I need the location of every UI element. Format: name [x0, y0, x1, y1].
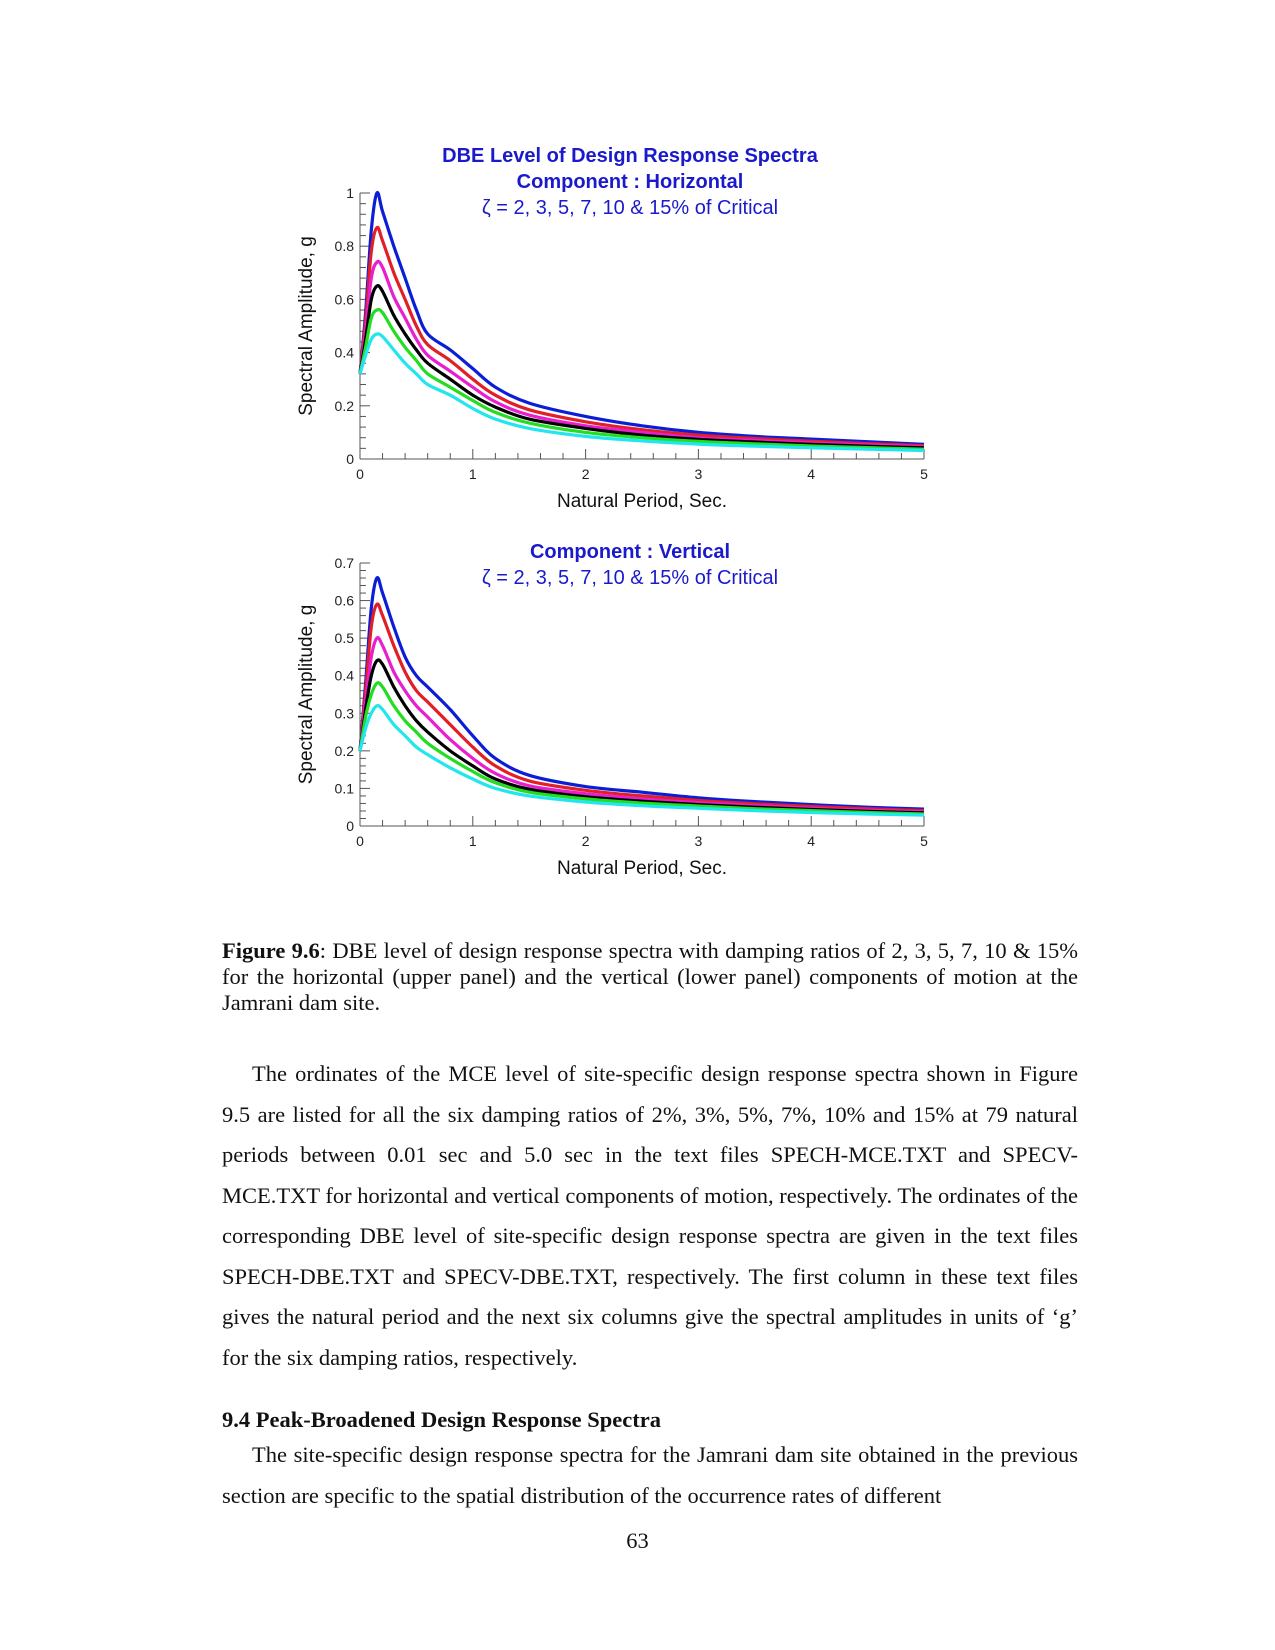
y-tick-label: 1 — [346, 185, 354, 201]
y-tick-label: 0.8 — [334, 238, 354, 255]
y-tick-label: 0.3 — [334, 705, 354, 722]
series-line-3pct — [360, 227, 924, 445]
x-tick-label: 0 — [356, 833, 364, 849]
y-tick-label: 0.5 — [334, 630, 354, 647]
vertical-spectra-chart — [290, 541, 970, 925]
y-tick-label: 0.4 — [334, 344, 354, 361]
y-tick-label: 0.6 — [334, 291, 354, 308]
y-tick-label: 0.6 — [334, 592, 354, 609]
chart-subtitle: Component : Horizontal — [516, 171, 744, 193]
section-heading: 9.4 Peak-Broadened Design Response Spectra — [222, 1407, 661, 1432]
figure-caption-text: : DBE level of design response spectra with damping ratios of 2, 3, 5, 7, 10 & 15% for the horizontal (upper panel) and the vertical (lower panel) components of motion at the Jamrani dam site. — [222, 938, 1079, 1015]
damping-label: ζ = 2, 3, 5, 7, 10 & 15% of Critical — [481, 197, 779, 219]
x-tick-label: 2 — [581, 833, 590, 849]
chart-title: DBE Level of Design Response Spectra — [442, 145, 818, 167]
x-axis-label: Natural Period, Sec. — [556, 858, 728, 879]
vertical-spectra-svg — [290, 541, 970, 925]
x-tick-label: 1 — [468, 833, 477, 849]
x-tick-label: 3 — [694, 466, 703, 482]
series-line-2pct — [360, 578, 924, 810]
x-tick-label: 5 — [920, 833, 928, 849]
series-line-5pct — [360, 261, 924, 446]
chart-subtitle: Component : Vertical — [529, 541, 731, 563]
x-axis-label: Natural Period, Sec. — [556, 491, 728, 512]
y-axis-label: Spectral Amplitude, g — [296, 604, 317, 785]
page-number: 63 — [626, 1528, 649, 1553]
y-tick-label: 0.2 — [334, 397, 354, 414]
x-tick-label: 4 — [807, 466, 816, 482]
y-tick-label: 0.1 — [334, 780, 354, 797]
figure-label: Figure 9.6 — [222, 938, 320, 963]
x-tick-label: 5 — [920, 466, 928, 482]
y-tick-label: 0.2 — [334, 742, 354, 759]
series-line-3pct — [360, 604, 924, 811]
x-tick-label: 0 — [356, 466, 364, 482]
series-line-2pct — [360, 193, 924, 445]
y-tick-label: 0 — [346, 451, 354, 467]
x-tick-label: 1 — [468, 466, 477, 482]
y-tick-label: 0.4 — [334, 667, 354, 684]
damping-label: ζ = 2, 3, 5, 7, 10 & 15% of Critical — [481, 567, 779, 589]
horizontal-spectra-svg — [290, 140, 970, 540]
body-paragraph-2: The site-specific design response spectra for the Jamrani dam site obtained in the previous section are specific to the spatial distribution of the occurrence rates of different — [222, 1442, 1078, 1508]
y-axis-label: Spectral Amplitude, g — [296, 236, 317, 416]
y-tick-label: 0 — [346, 818, 354, 834]
body-paragraph-1: The ordinates of the MCE level of site-specific design response spectra shown in Figure 9.5 are listed for all the six damping ratios of 2%, 3%, 5%, 7%, 10% and 15% at 79 natural periods between 0.01 sec and 5.0 sec in the text files SPECH-MCE.TXT and SPECV-MCE.TXT for horizontal and vertical components of motion, respectively. The ordinates of the corresponding DBE level of site-specific design response spectra are given in the text files SPECH-DBE.TXT and SPECV-DBE.TXT, respectively. The first column in these text files gives the natural period and the next six columns give the spectral amplitudes in units of ‘g’ for the six damping ratios, respectively. — [222, 1061, 1078, 1370]
x-tick-label: 3 — [694, 833, 703, 849]
horizontal-spectra-chart — [290, 140, 970, 540]
series-line-5pct — [360, 638, 924, 812]
x-tick-label: 2 — [581, 466, 590, 482]
x-tick-label: 4 — [807, 833, 816, 849]
y-tick-label: 0.7 — [334, 555, 354, 571]
figure-caption — [222, 938, 1078, 1016]
